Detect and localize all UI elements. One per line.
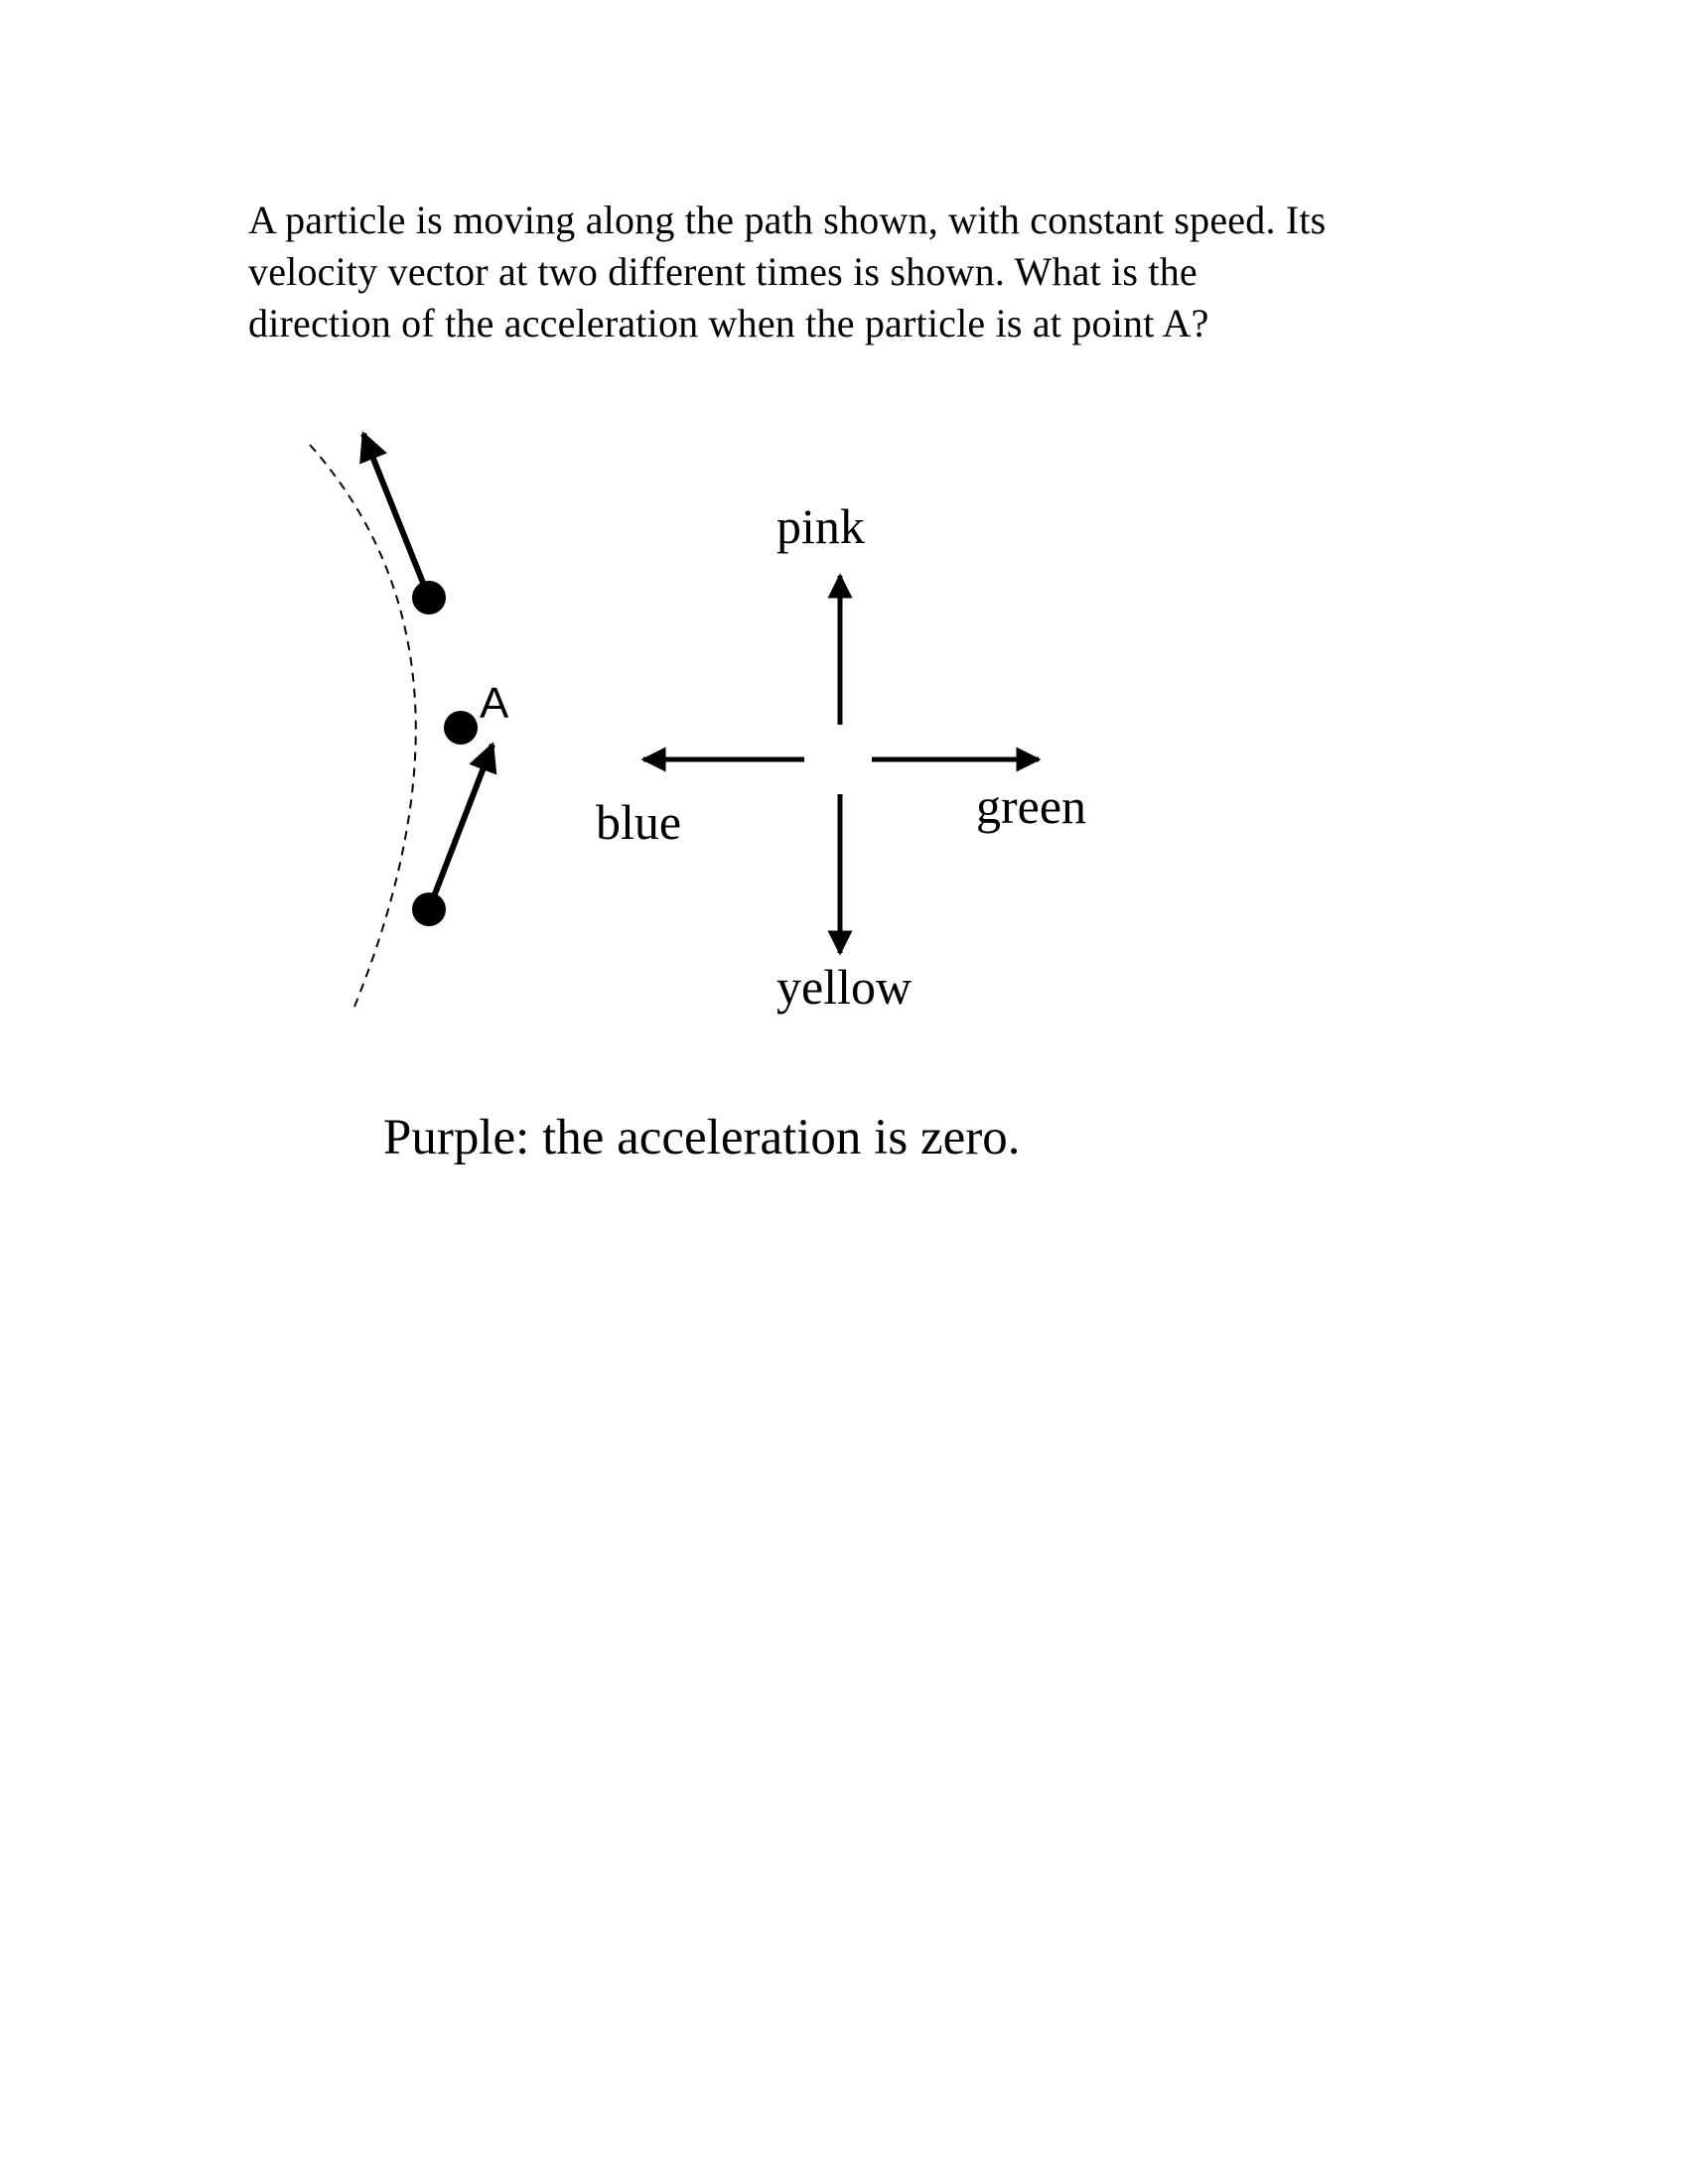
particle-dot-lower (412, 892, 446, 926)
label-yellow: yellow (776, 959, 913, 1015)
question-line-1: A particle is moving along the path shown, with constant speed. Its (248, 198, 1327, 242)
question-line-2: velocity vector at two different times is shown. What is the (248, 249, 1197, 294)
zero-acceleration-option: Purple: the acceleration is zero. (383, 1110, 1021, 1165)
velocity-arrow-lower (429, 745, 492, 909)
question-line-3: direction of the acceleration when the particle is at point A? (248, 301, 1209, 345)
label-pink: pink (776, 498, 865, 554)
velocity-arrow-upper (363, 434, 429, 598)
particle-dot-upper (412, 581, 446, 614)
particle-dot-a (444, 711, 478, 745)
label-blue: blue (596, 794, 682, 850)
point-a-label: A (480, 679, 509, 728)
label-green: green (976, 778, 1087, 834)
